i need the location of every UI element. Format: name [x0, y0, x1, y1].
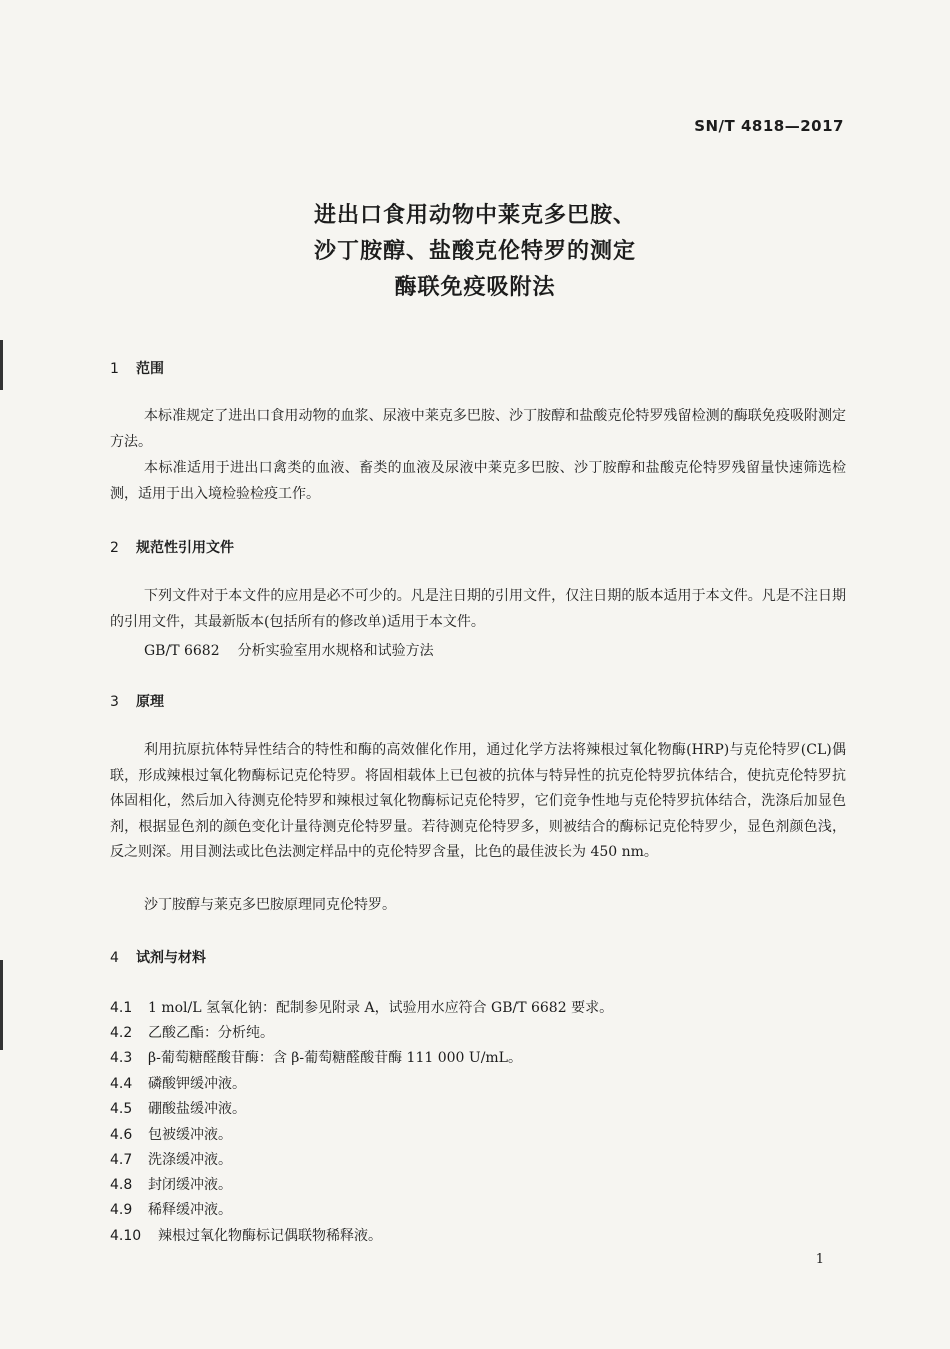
section-number: 2: [110, 540, 119, 556]
list-item: 4.8 封闭缓冲液。: [110, 1177, 232, 1193]
scan-edge-mark: [0, 340, 3, 390]
section-3-heading: [110, 691, 164, 711]
page-number: 1: [815, 1252, 824, 1267]
list-item: 4.2 乙酸乙酯：分析纯。: [110, 1025, 274, 1041]
section-3-paragraph-1: 利用抗原抗体特异性结合的特性和酶的高效催化作用，通过化学方法将辣根过氧化物酶(HRP)与克伦特罗(CL)偶联，形成辣根过氧化物酶标记克伦特罗。将固相载体上已包被的抗体与特异性的抗克伦特罗抗体结合，使抗克伦特罗抗体固相化，然后加入待测克伦特罗和辣根过氧化物酶标记克伦特罗，它们竞争性地与克伦特罗抗体结合，洗涤后加显色剂，根据显色剂的颜色变化计量待测克伦特罗量。若待测克伦特罗多，则被结合的酶标记克伦特罗少，显色剂颜色浅，反之则深。用目测法或比色法测定样品中的克伦特罗含量，比色的最佳波长为 450 nm。: [110, 742, 846, 860]
section-title: 原理: [136, 694, 164, 710]
section-3-paragraph-2: 沙丁胺醇与莱克多巴胺原理同克伦特罗。: [144, 897, 396, 913]
list-item: 4.10 辣根过氧化物酶标记偶联物稀释液。: [110, 1228, 382, 1244]
scan-edge-mark: [0, 960, 3, 1050]
section-1-heading: [110, 358, 164, 378]
section-title: 试剂与材料: [136, 950, 206, 966]
section-number: 1: [110, 361, 119, 377]
reference-title: 分析实验室用水规格和试验方法: [237, 643, 434, 659]
list-item: 4.9 稀释缓冲液。: [110, 1202, 232, 1218]
standard-number: SN/T 4818—2017: [694, 117, 844, 135]
list-item: 4.3 β-葡萄糖醛酸苷酶：含 β-葡萄糖醛酸苷酶 111 000 U/mL。: [110, 1050, 522, 1066]
list-item: 4.4 磷酸钾缓冲液。: [110, 1076, 246, 1092]
reference-code: GB/T 6682: [144, 643, 220, 659]
title-line-3: 酶联免疫吸附法: [394, 275, 556, 300]
section-1-paragraph-2: 本标准适用于进出口禽类的血液、畜类的血液及尿液中莱克多巴胺、沙丁胺醇和盐酸克伦特罗残留量快速筛选检测，适用于出入境检验检疫工作。: [110, 460, 846, 502]
section-1-paragraph-1: 本标准规定了进出口食用动物的血浆、尿液中莱克多巴胺、沙丁胺醇和盐酸克伦特罗残留检测的酶联免疫吸附测定方法。: [110, 408, 846, 450]
section-title: 范围: [136, 361, 164, 377]
section-number: 3: [110, 694, 119, 710]
list-item: 4.6 包被缓冲液。: [110, 1127, 232, 1143]
section-4-heading: [110, 947, 206, 967]
section-title: 规范性引用文件: [136, 540, 234, 556]
section-2-heading: [110, 537, 234, 557]
title-line-1: 进出口食用动物中莱克多巴胺、: [313, 203, 636, 228]
list-item: 4.5 硼酸盐缓冲液。: [110, 1101, 246, 1117]
list-item: 4.1 1 mol/L 氢氧化钠：配制参见附录 A，试验用水应符合 GB/T 6682 要求。: [110, 1000, 614, 1016]
normative-reference: [144, 640, 434, 660]
section-2-paragraph-1: 下列文件对于本文件的应用是必不可少的。凡是注日期的引用文件，仅注日期的版本适用于本文件。凡是不注日期的引用文件，其最新版本(包括所有的修改单)适用于本文件。: [110, 588, 846, 630]
list-item: 4.7 洗涤缓冲液。: [110, 1152, 232, 1168]
document-title: [0, 198, 950, 306]
section-number: 4: [110, 950, 119, 966]
title-line-2: 沙丁胺醇、盐酸克伦特罗的测定: [313, 239, 636, 264]
